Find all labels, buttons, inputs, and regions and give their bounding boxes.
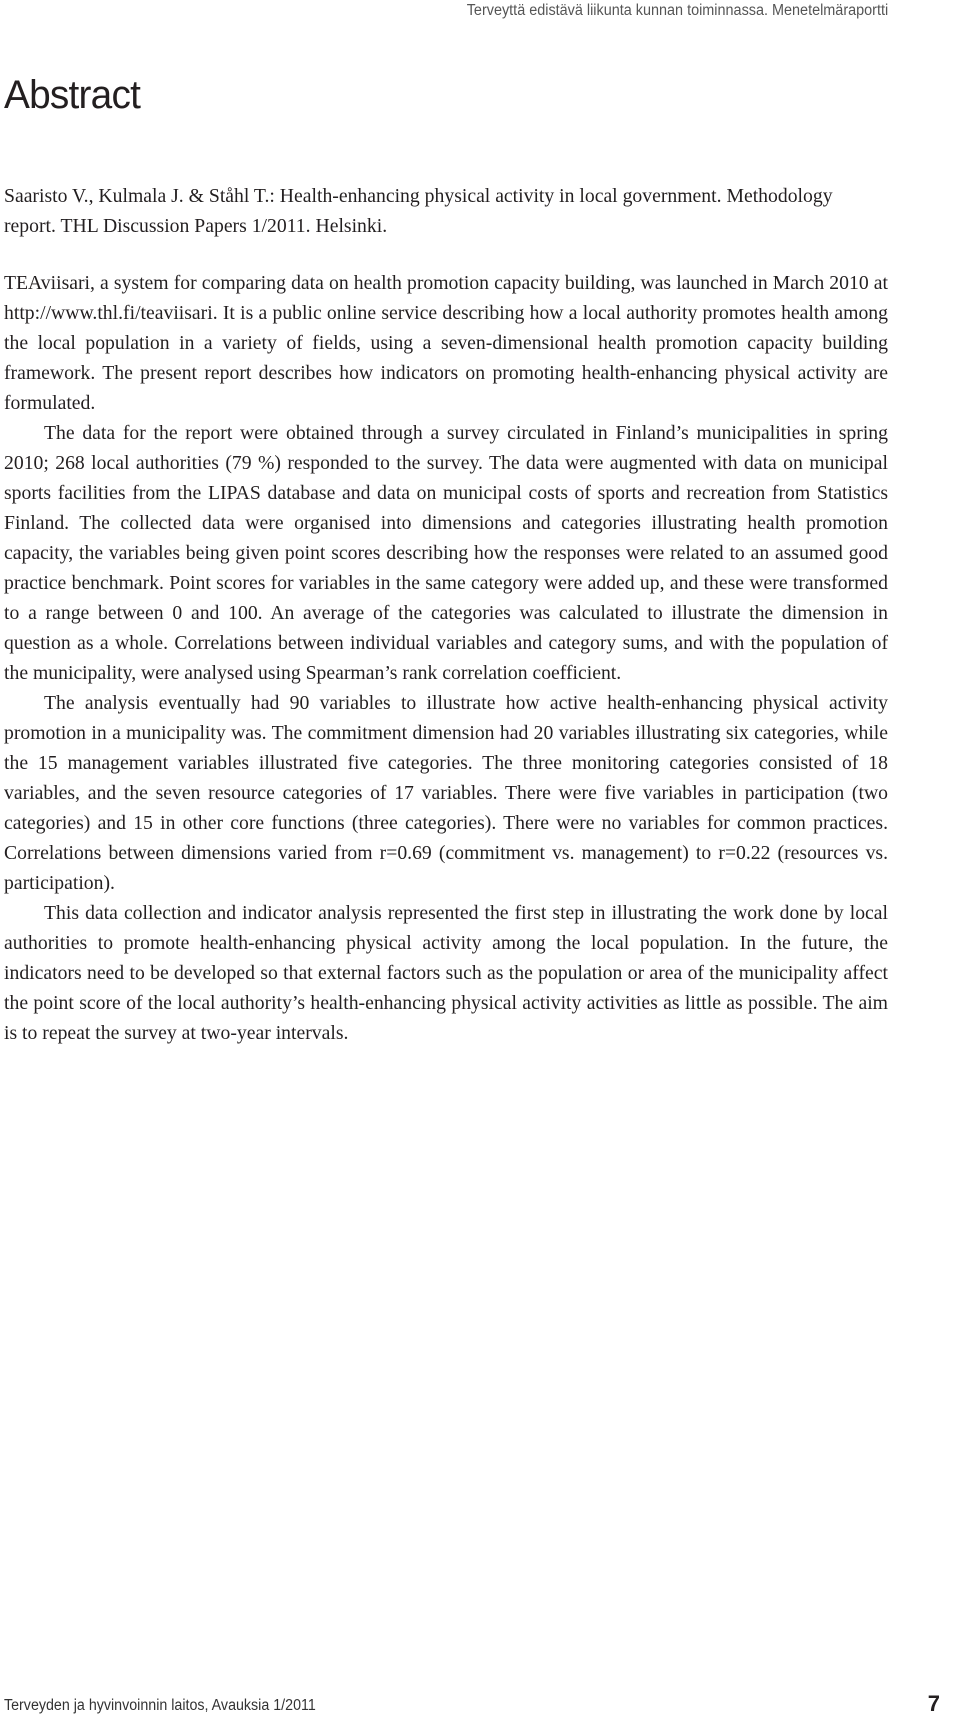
page-title: Abstract: [4, 73, 141, 117]
paragraph-1: TEAviisari, a system for comparing data on health promotion capacity building, was launched in March 2010 at http://www.thl.fi/teaviisari. It is a public online service describing how a local authority promotes health among the local population in a variety of fields, using a seven-dimensional health promotion capacity building framework. The present report describes how indicators on promoting health-enhancing physical activity are formulated.: [4, 272, 888, 414]
page-number: 7: [927, 1691, 940, 1716]
running-header: Terveyttä edistävä liikunta kunnan toiminnassa. Menetelmäraportti: [466, 2, 888, 19]
paragraph-4: This data collection and indicator analysis represented the first step in illustrating the work done by local authorities to promote health-enhancing physical activity among the local population. In the future, the indicators need to be developed so that external factors such as the population or area of the municipality affect the point score of the local authority’s health-enhancing physical activity activities as little as possible. The aim is to repeat the survey at two-year intervals.: [4, 902, 888, 1044]
running-footer: Terveyden ja hyvinvoinnin laitos, Avauksia 1/2011: [4, 1697, 316, 1714]
citation: [4, 181, 888, 241]
paragraph-2: The data for the report were obtained through a survey circulated in Finland’s municipalities in spring 2010; 268 local authorities (79 %) responded to the survey. The data were augmented with data on municipal sports facilities from the LIPAS database and data on municipal costs of sports and recreation from Statistics Finland. The collected data were organised into dimensions and categories illustrating health promotion capacity, the variables being given point scores describing how the responses were related to an assumed good practice benchmark. Point scores for variables in the same category were added up, and these were transformed to a range between 0 and 100. An average of the categories was calculated to illustrate the dimension in question as a whole. Correlations between individual variables and category sums, and with the population of the municipality, were analysed using Spearman’s rank correlation coefficient.: [4, 422, 888, 684]
abstract-body: [4, 181, 888, 1048]
citation-text: Saaristo V., Kulmala J. & Ståhl T.: Health-enhancing physical activity in local government. Methodology report. THL Discussion Papers 1/2011. Helsinki.: [4, 185, 833, 237]
paragraph-3: The analysis eventually had 90 variables to illustrate how active health-enhancing physical activity promotion in a municipality was. The commitment dimension had 20 variables illustrating six categories, while the 15 management variables illustrated five categories. The three monitoring categories consisted of 18 variables, and the seven resource categories of 17 variables. There were five variables in participation (two categories) and 15 in other core functions (three categories). There were no variables for common practices. Correlations between dimensions varied from r=0.69 (commitment vs. management) to r=0.22 (resources vs. participation).: [4, 692, 888, 894]
